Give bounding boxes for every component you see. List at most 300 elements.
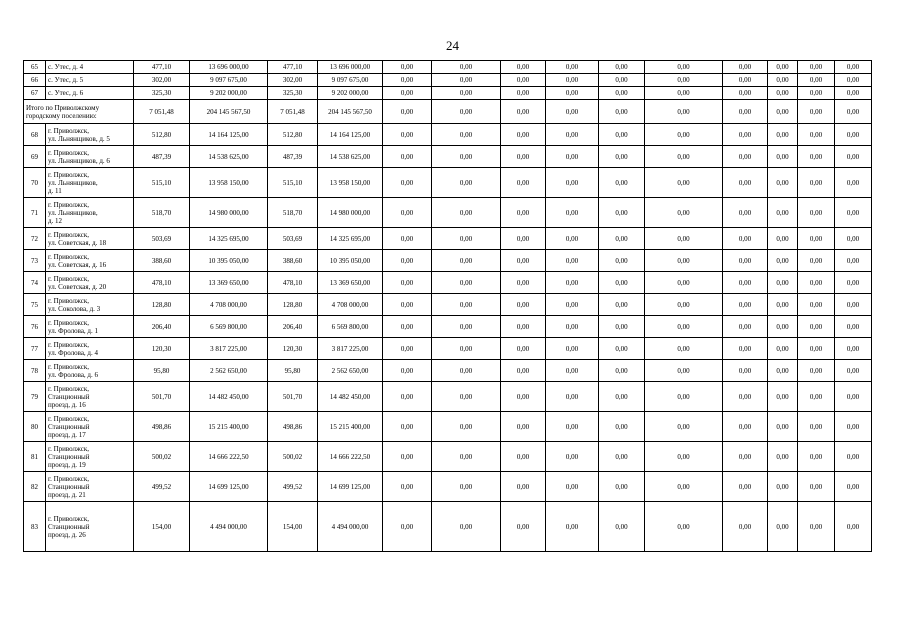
zero-value: 0,00 [383, 100, 432, 124]
row-number: 78 [24, 360, 46, 382]
zero-value: 0,00 [798, 382, 835, 412]
zero-value: 0,00 [768, 316, 798, 338]
zero-value: 0,00 [599, 360, 645, 382]
zero-value: 0,00 [501, 412, 546, 442]
zero-value: 0,00 [383, 228, 432, 250]
zero-value: 0,00 [432, 472, 501, 502]
cost-value-2: 14 538 625,00 [318, 146, 383, 168]
zero-value: 0,00 [383, 61, 432, 74]
zero-value: 0,00 [599, 382, 645, 412]
zero-value: 0,00 [798, 502, 835, 552]
cost-value-2: 4 708 000,00 [318, 294, 383, 316]
zero-value: 0,00 [798, 338, 835, 360]
zero-value: 0,00 [768, 87, 798, 100]
zero-value: 0,00 [383, 294, 432, 316]
row-address [46, 502, 134, 552]
address-line: проезд, д. 17 [48, 430, 86, 439]
address-line: Станционный [48, 422, 90, 431]
row-address [46, 272, 134, 294]
zero-value: 0,00 [835, 442, 872, 472]
row-address [46, 294, 134, 316]
zero-value: 0,00 [599, 146, 645, 168]
address-line: г. Приволжск, [48, 318, 90, 327]
zero-value: 0,00 [501, 442, 546, 472]
address-line: г. Приволжск, [48, 514, 90, 523]
zero-value: 0,00 [798, 87, 835, 100]
zero-value: 0,00 [501, 124, 546, 146]
zero-value: 0,00 [723, 228, 768, 250]
area-value-2: 498,86 [268, 412, 318, 442]
area-value-2: 478,10 [268, 272, 318, 294]
area-value: 154,00 [134, 502, 190, 552]
area-value-2: 503,69 [268, 228, 318, 250]
table-row [24, 250, 872, 272]
area-value: 206,40 [134, 316, 190, 338]
address-line: ул. Фролова, д. 4 [48, 348, 98, 357]
zero-value: 0,00 [501, 168, 546, 198]
address-line: г. Приволжск, [48, 414, 90, 423]
table-row [24, 228, 872, 250]
zero-value: 0,00 [546, 124, 599, 146]
area-value: 512,80 [134, 124, 190, 146]
zero-value: 0,00 [645, 412, 723, 442]
table-row [24, 100, 872, 124]
zero-value: 0,00 [723, 250, 768, 272]
zero-value: 0,00 [383, 198, 432, 228]
area-value: 487,39 [134, 146, 190, 168]
zero-value: 0,00 [501, 74, 546, 87]
zero-value: 0,00 [645, 198, 723, 228]
cost-value-2: 14 325 695,00 [318, 228, 383, 250]
zero-value: 0,00 [835, 250, 872, 272]
address-line: с. Утес, д. 6 [48, 89, 84, 97]
zero-value: 0,00 [768, 146, 798, 168]
address-line: г. Приволжск, [48, 230, 90, 239]
zero-value: 0,00 [599, 61, 645, 74]
zero-value: 0,00 [835, 272, 872, 294]
zero-value: 0,00 [383, 360, 432, 382]
area-value: 128,80 [134, 294, 190, 316]
row-number: 72 [24, 228, 46, 250]
address-line: г. Приволжск, [48, 252, 90, 261]
area-value: 498,86 [134, 412, 190, 442]
zero-value: 0,00 [546, 146, 599, 168]
cost-value: 13 369 650,00 [190, 272, 268, 294]
table-row [24, 338, 872, 360]
zero-value: 0,00 [835, 74, 872, 87]
area-value-2: 154,00 [268, 502, 318, 552]
zero-value: 0,00 [432, 272, 501, 294]
zero-value: 0,00 [432, 146, 501, 168]
row-address [46, 250, 134, 272]
zero-value: 0,00 [798, 472, 835, 502]
address-line: Итого по Приволжскому [26, 103, 100, 112]
zero-value: 0,00 [546, 61, 599, 74]
zero-value: 0,00 [383, 442, 432, 472]
zero-value: 0,00 [432, 87, 501, 100]
cost-value: 9 202 000,00 [190, 87, 268, 100]
zero-value: 0,00 [546, 100, 599, 124]
page-number: 24 [446, 38, 459, 53]
zero-value: 0,00 [645, 442, 723, 472]
row-number: 71 [24, 198, 46, 228]
table-row [24, 87, 872, 100]
address-line: городскому поселению: [26, 111, 97, 120]
cost-value: 14 666 222,50 [190, 442, 268, 472]
cost-value-2: 9 097 675,00 [318, 74, 383, 87]
cost-value-2: 15 215 400,00 [318, 412, 383, 442]
zero-value: 0,00 [723, 338, 768, 360]
row-number: 81 [24, 442, 46, 472]
row-number: 74 [24, 272, 46, 294]
cost-value-2: 9 202 000,00 [318, 87, 383, 100]
zero-value: 0,00 [432, 442, 501, 472]
zero-value: 0,00 [645, 338, 723, 360]
cost-value: 3 817 225,00 [190, 338, 268, 360]
zero-value: 0,00 [599, 168, 645, 198]
zero-value: 0,00 [432, 316, 501, 338]
zero-value: 0,00 [383, 472, 432, 502]
zero-value: 0,00 [546, 228, 599, 250]
cost-value-2: 14 699 125,00 [318, 472, 383, 502]
area-value: 503,69 [134, 228, 190, 250]
address-line: г. Приволжск, [48, 474, 90, 483]
table-row [24, 472, 872, 502]
address-line: ул. Соколова, д. 3 [48, 304, 101, 313]
address-line: Станционный [48, 482, 90, 491]
zero-value: 0,00 [835, 87, 872, 100]
zero-value: 0,00 [768, 338, 798, 360]
address-line: ул. Советская, д. 20 [48, 282, 107, 291]
address-line: г. Приволжск, [48, 148, 90, 157]
zero-value: 0,00 [501, 316, 546, 338]
data-table [23, 60, 872, 552]
table-row [24, 61, 872, 74]
zero-value: 0,00 [546, 168, 599, 198]
zero-value: 0,00 [383, 146, 432, 168]
cost-value-2: 14 164 125,00 [318, 124, 383, 146]
zero-value: 0,00 [723, 146, 768, 168]
zero-value: 0,00 [798, 61, 835, 74]
zero-value: 0,00 [432, 74, 501, 87]
zero-value: 0,00 [835, 412, 872, 442]
zero-value: 0,00 [723, 502, 768, 552]
zero-value: 0,00 [501, 228, 546, 250]
cost-value-2: 14 482 450,00 [318, 382, 383, 412]
row-address [46, 124, 134, 146]
row-number: 76 [24, 316, 46, 338]
address-line: ул. Фролова, д. 1 [48, 326, 98, 335]
zero-value: 0,00 [599, 338, 645, 360]
address-line: г. Приволжск, [48, 170, 90, 179]
area-value: 302,00 [134, 74, 190, 87]
address-line: ул. Советская, д. 16 [48, 260, 107, 269]
zero-value: 0,00 [599, 198, 645, 228]
zero-value: 0,00 [768, 124, 798, 146]
zero-value: 0,00 [798, 228, 835, 250]
area-value-2: 518,70 [268, 198, 318, 228]
address-line: ул. Льнянщиков, д. 6 [48, 156, 110, 165]
zero-value: 0,00 [645, 168, 723, 198]
area-value: 388,60 [134, 250, 190, 272]
zero-value: 0,00 [383, 412, 432, 442]
cost-value: 9 097 675,00 [190, 74, 268, 87]
cost-value: 204 145 567,50 [190, 100, 268, 124]
cost-value-2: 13 696 000,00 [318, 61, 383, 74]
zero-value: 0,00 [383, 168, 432, 198]
zero-value: 0,00 [432, 100, 501, 124]
row-address [46, 360, 134, 382]
zero-value: 0,00 [645, 124, 723, 146]
address-line: Станционный [48, 452, 90, 461]
zero-value: 0,00 [645, 250, 723, 272]
zero-value: 0,00 [768, 228, 798, 250]
table-row [24, 198, 872, 228]
area-value: 499,52 [134, 472, 190, 502]
zero-value: 0,00 [501, 338, 546, 360]
address-line: г. Приволжск, [48, 200, 90, 209]
row-address [46, 87, 134, 100]
zero-value: 0,00 [835, 382, 872, 412]
cost-value: 15 215 400,00 [190, 412, 268, 442]
row-number: 80 [24, 412, 46, 442]
zero-value: 0,00 [383, 316, 432, 338]
area-value-2: 501,70 [268, 382, 318, 412]
zero-value: 0,00 [501, 382, 546, 412]
address-line: проезд, д. 16 [48, 400, 86, 409]
zero-value: 0,00 [501, 250, 546, 272]
address-line: г. Приволжск, [48, 444, 90, 453]
zero-value: 0,00 [645, 316, 723, 338]
zero-value: 0,00 [835, 124, 872, 146]
zero-value: 0,00 [546, 87, 599, 100]
cost-value-2: 10 395 050,00 [318, 250, 383, 272]
address-line: г. Приволжск, [48, 384, 90, 393]
zero-value: 0,00 [798, 168, 835, 198]
zero-value: 0,00 [645, 472, 723, 502]
zero-value: 0,00 [501, 272, 546, 294]
zero-value: 0,00 [723, 382, 768, 412]
zero-value: 0,00 [723, 360, 768, 382]
zero-value: 0,00 [835, 502, 872, 552]
zero-value: 0,00 [798, 360, 835, 382]
area-value: 120,30 [134, 338, 190, 360]
area-value-2: 95,80 [268, 360, 318, 382]
area-value-2: 499,52 [268, 472, 318, 502]
row-number: 82 [24, 472, 46, 502]
row-number: 69 [24, 146, 46, 168]
cost-value: 4 708 000,00 [190, 294, 268, 316]
zero-value: 0,00 [546, 502, 599, 552]
zero-value: 0,00 [599, 250, 645, 272]
zero-value: 0,00 [835, 100, 872, 124]
zero-value: 0,00 [501, 100, 546, 124]
area-value-2: 512,80 [268, 124, 318, 146]
table-row [24, 502, 872, 552]
zero-value: 0,00 [432, 382, 501, 412]
zero-value: 0,00 [501, 472, 546, 502]
zero-value: 0,00 [383, 272, 432, 294]
area-value-2: 206,40 [268, 316, 318, 338]
zero-value: 0,00 [798, 100, 835, 124]
zero-value: 0,00 [546, 338, 599, 360]
cost-value-2: 4 494 000,00 [318, 502, 383, 552]
address-line: проезд, д. 19 [48, 460, 86, 469]
row-address [46, 382, 134, 412]
cost-value-2: 6 569 800,00 [318, 316, 383, 338]
zero-value: 0,00 [768, 74, 798, 87]
cost-value-2: 2 562 650,00 [318, 360, 383, 382]
zero-value: 0,00 [798, 272, 835, 294]
zero-value: 0,00 [723, 198, 768, 228]
zero-value: 0,00 [432, 502, 501, 552]
zero-value: 0,00 [798, 198, 835, 228]
zero-value: 0,00 [546, 360, 599, 382]
zero-value: 0,00 [546, 382, 599, 412]
cost-value: 14 699 125,00 [190, 472, 268, 502]
zero-value: 0,00 [645, 87, 723, 100]
zero-value: 0,00 [835, 198, 872, 228]
zero-value: 0,00 [546, 250, 599, 272]
area-value: 500,02 [134, 442, 190, 472]
area-value-2: 388,60 [268, 250, 318, 272]
cost-value: 14 980 000,00 [190, 198, 268, 228]
row-address [46, 412, 134, 442]
zero-value: 0,00 [768, 61, 798, 74]
zero-value: 0,00 [599, 294, 645, 316]
zero-value: 0,00 [768, 442, 798, 472]
area-value: 7 051,48 [134, 100, 190, 124]
address-line: ул. Фролова, д. 6 [48, 370, 98, 379]
area-value: 518,70 [134, 198, 190, 228]
row-number: 79 [24, 382, 46, 412]
table-row [24, 412, 872, 442]
address-line: ул. Льнянщиков, [48, 208, 98, 217]
cost-value: 13 696 000,00 [190, 61, 268, 74]
table-row [24, 74, 872, 87]
row-number: 67 [24, 87, 46, 100]
address-line: проезд, д. 26 [48, 530, 86, 539]
zero-value: 0,00 [501, 198, 546, 228]
cost-value: 4 494 000,00 [190, 502, 268, 552]
zero-value: 0,00 [723, 442, 768, 472]
area-value: 95,80 [134, 360, 190, 382]
cost-value: 14 325 695,00 [190, 228, 268, 250]
address-line: ул. Льнянщиков, [48, 178, 98, 187]
row-address [24, 100, 134, 124]
zero-value: 0,00 [723, 100, 768, 124]
area-value-2: 128,80 [268, 294, 318, 316]
row-address [46, 338, 134, 360]
row-address [46, 316, 134, 338]
zero-value: 0,00 [501, 61, 546, 74]
row-number: 83 [24, 502, 46, 552]
zero-value: 0,00 [645, 382, 723, 412]
area-value-2: 487,39 [268, 146, 318, 168]
address-line: ул. Советская, д. 18 [48, 238, 107, 247]
zero-value: 0,00 [723, 87, 768, 100]
zero-value: 0,00 [645, 502, 723, 552]
zero-value: 0,00 [432, 412, 501, 442]
area-value-2: 515,10 [268, 168, 318, 198]
zero-value: 0,00 [768, 502, 798, 552]
row-number: 73 [24, 250, 46, 272]
zero-value: 0,00 [501, 146, 546, 168]
area-value: 501,70 [134, 382, 190, 412]
area-value-2: 477,10 [268, 61, 318, 74]
zero-value: 0,00 [546, 272, 599, 294]
zero-value: 0,00 [768, 412, 798, 442]
zero-value: 0,00 [645, 146, 723, 168]
table-row [24, 168, 872, 198]
cost-value-2: 204 145 567,50 [318, 100, 383, 124]
zero-value: 0,00 [645, 272, 723, 294]
address-line: Станционный [48, 522, 90, 531]
cost-value-2: 3 817 225,00 [318, 338, 383, 360]
row-address [46, 442, 134, 472]
cost-value-2: 14 980 000,00 [318, 198, 383, 228]
address-line: с. Утес, д. 5 [48, 76, 84, 84]
cost-value: 2 562 650,00 [190, 360, 268, 382]
area-value-2: 500,02 [268, 442, 318, 472]
zero-value: 0,00 [546, 198, 599, 228]
address-line: Станционный [48, 392, 90, 401]
zero-value: 0,00 [723, 61, 768, 74]
address-line: ул. Льнянщиков, д. 5 [48, 134, 110, 143]
area-value: 477,10 [134, 61, 190, 74]
zero-value: 0,00 [835, 294, 872, 316]
row-number: 68 [24, 124, 46, 146]
zero-value: 0,00 [432, 360, 501, 382]
zero-value: 0,00 [599, 100, 645, 124]
zero-value: 0,00 [432, 61, 501, 74]
zero-value: 0,00 [645, 61, 723, 74]
row-number: 75 [24, 294, 46, 316]
table-row [24, 316, 872, 338]
table-row [24, 272, 872, 294]
zero-value: 0,00 [798, 412, 835, 442]
zero-value: 0,00 [768, 272, 798, 294]
zero-value: 0,00 [546, 442, 599, 472]
table-row [24, 124, 872, 146]
address-line: г. Приволжск, [48, 340, 90, 349]
zero-value: 0,00 [599, 74, 645, 87]
zero-value: 0,00 [835, 472, 872, 502]
zero-value: 0,00 [383, 338, 432, 360]
zero-value: 0,00 [798, 146, 835, 168]
zero-value: 0,00 [383, 250, 432, 272]
address-line: г. Приволжск, [48, 362, 90, 371]
zero-value: 0,00 [645, 100, 723, 124]
row-address [46, 472, 134, 502]
zero-value: 0,00 [546, 74, 599, 87]
row-address [46, 228, 134, 250]
zero-value: 0,00 [501, 294, 546, 316]
zero-value: 0,00 [432, 228, 501, 250]
zero-value: 0,00 [599, 412, 645, 442]
zero-value: 0,00 [768, 100, 798, 124]
row-number: 70 [24, 168, 46, 198]
row-address [46, 146, 134, 168]
row-number: 77 [24, 338, 46, 360]
zero-value: 0,00 [835, 228, 872, 250]
zero-value: 0,00 [383, 124, 432, 146]
area-value: 478,10 [134, 272, 190, 294]
zero-value: 0,00 [599, 124, 645, 146]
zero-value: 0,00 [432, 168, 501, 198]
address-line: г. Приволжск, [48, 296, 90, 305]
zero-value: 0,00 [723, 74, 768, 87]
